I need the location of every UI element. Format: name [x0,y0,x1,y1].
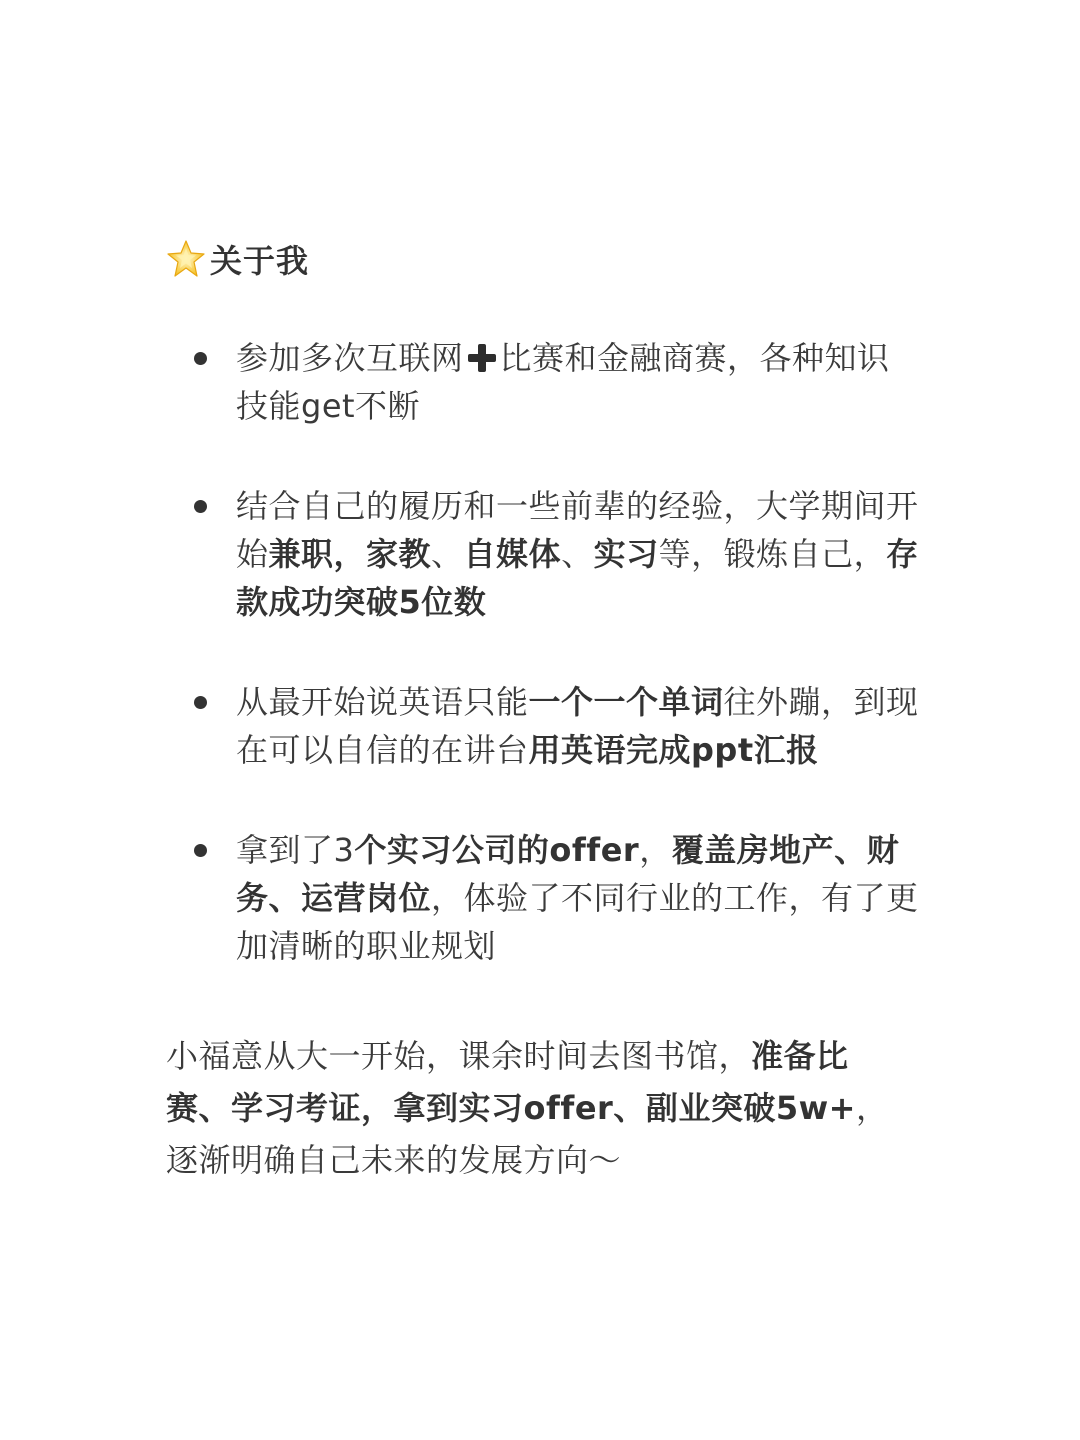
list-item: 结合自己的履历和一些前辈的经验，大学期间开始兼职，家教、自媒体、实习等，锻炼自己，存款成功突破5位数 [192,482,922,626]
bullet-icon [194,696,207,709]
achievement-list [192,334,922,1022]
list-item: 拿到了3个实习公司的offer，覆盖房地产、财务、运营岗位，体验了不同行业的工作，有了更加清晰的职业规划 [192,826,922,970]
bullet-icon [194,500,207,513]
star-icon [166,239,206,279]
bullet-icon [194,844,207,857]
section-heading [166,236,309,282]
plus-icon [466,342,498,374]
list-item: 从最开始说英语只能一个一个单词往外蹦，到现在可以自信的在讲台用英语完成ppt汇报 [192,678,922,774]
list-item: 参加多次互联网 比赛和金融商赛，各种知识技能get不断 [192,334,922,430]
bullet-icon [194,352,207,365]
summary-paragraph: 小福意从大一开始，课余时间去图书馆，准备比赛、学习考证，拿到实习offer、副业突破5w+，逐渐明确自己未来的发展方向～ [166,1037,889,1179]
heading-title: 关于我 [210,242,310,280]
